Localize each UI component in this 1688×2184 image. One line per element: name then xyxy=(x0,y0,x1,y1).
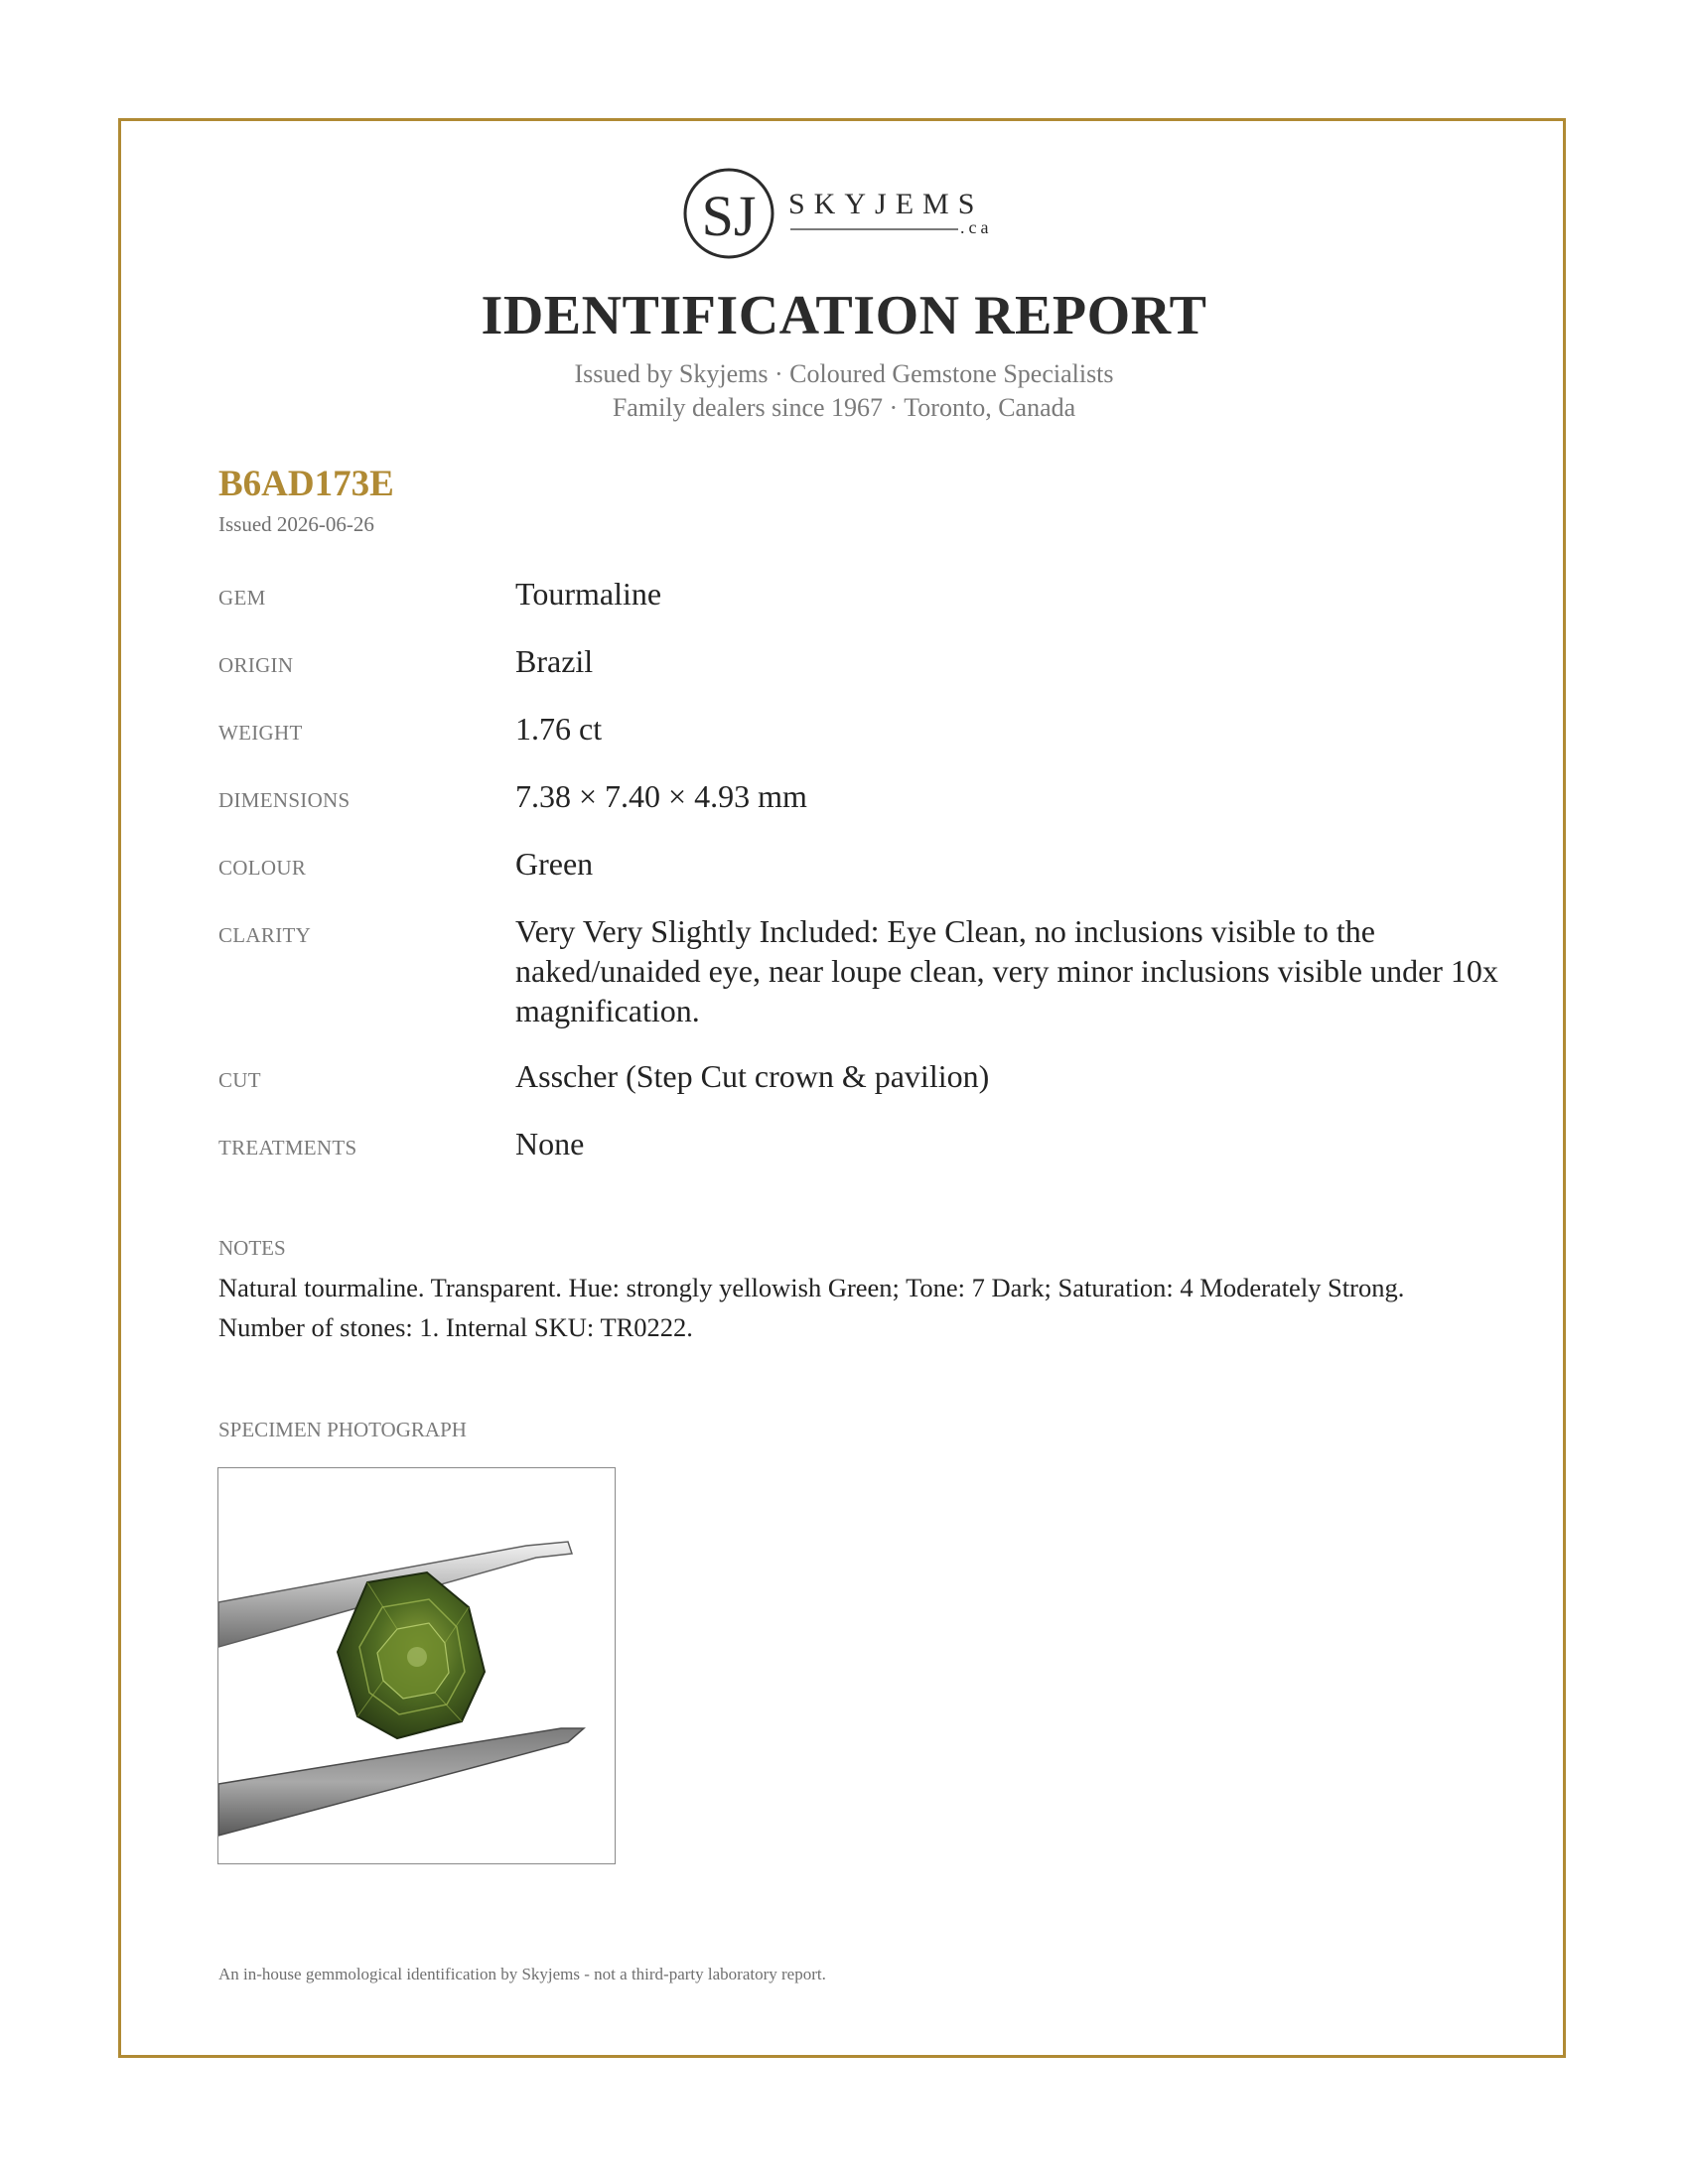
field-label-gem: GEM xyxy=(218,586,266,610)
report-id: B6AD173E xyxy=(218,464,394,504)
field-value-gem: Tourmaline xyxy=(515,576,662,612)
field-value-treatments: None xyxy=(515,1126,585,1161)
field-label-dimensions: DIMENSIONS xyxy=(218,788,351,812)
report-title: IDENTIFICATION REPORT xyxy=(481,285,1207,346)
field-label-clarity: CLARITY xyxy=(218,923,312,947)
disclaimer-footer: An in-house gemmological identification by Skyjems - not a third-party laboratory report. xyxy=(218,1965,826,1983)
field-label-cut: CUT xyxy=(218,1068,261,1092)
skyjems-logo xyxy=(683,164,1011,263)
field-value-weight: 1.76 ct xyxy=(515,711,603,747)
field-label-weight: WEIGHT xyxy=(218,721,303,745)
logo-wordmark: SKYJEMS xyxy=(788,188,984,220)
logo-monogram: SJ xyxy=(701,184,757,248)
specimen-photo xyxy=(217,1467,616,1864)
field-label-origin: ORIGIN xyxy=(218,653,294,677)
notes-text: Natural tourmaline. Transparent. Hue: strongly yellowish Green; Tone: 7 Dark; Saturation: 4 Moderately Strong. Number of stones: 1. Internal SKU: TR0222. xyxy=(218,1273,1405,1342)
field-value-cut: Asscher (Step Cut crown & pavilion) xyxy=(515,1058,990,1094)
dealer-line: Family dealers since 1967 · Toronto, Canada xyxy=(612,393,1076,422)
field-value-clarity: Very Very Slightly Included: Eye Clean, no inclusions visible to the naked/unaided eye, near loupe clean, very minor inclusions visible under 10x magnification. xyxy=(515,913,1498,1028)
field-value-origin: Brazil xyxy=(515,643,594,679)
field-value-colour: Green xyxy=(515,846,594,882)
logo-domain: .ca xyxy=(960,217,993,237)
issue-date: Issued 2026-06-26 xyxy=(218,512,374,536)
field-label-treatments: TREATMENTS xyxy=(218,1136,357,1160)
field-value-dimensions: 7.38 × 7.40 × 4.93 mm xyxy=(515,778,807,814)
photo-heading: SPECIMEN PHOTOGRAPH xyxy=(218,1418,467,1441)
field-label-colour: COLOUR xyxy=(218,856,307,880)
issuer-line: Issued by Skyjems · Coloured Gemstone Specialists xyxy=(574,359,1114,388)
notes-heading: NOTES xyxy=(218,1236,286,1260)
